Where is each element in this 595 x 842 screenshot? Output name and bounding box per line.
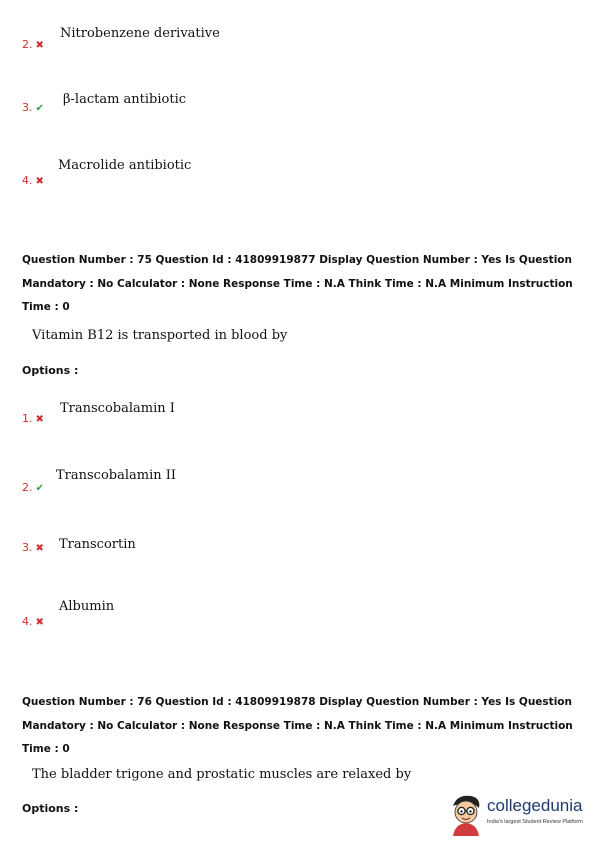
option-text: Nitrobenzene derivative	[60, 26, 220, 41]
student-mascot-icon	[447, 792, 485, 838]
option-number: 4.	[22, 174, 33, 187]
question-75-options-label: Options :	[22, 364, 79, 377]
option-number: 3.	[22, 541, 33, 554]
brand-name: collegedunia	[487, 796, 583, 815]
option-text: β-lactam antibiotic	[63, 92, 187, 107]
question-75-text: Vitamin B12 is transported in blood by	[32, 328, 288, 343]
question-76-options-label: Options :	[22, 802, 79, 815]
option-text: Transcobalamin II	[56, 468, 177, 483]
option-number: 2.	[22, 481, 33, 494]
option-text: Transcobalamin I	[60, 401, 175, 416]
question-75-header: Question Number : 75 Question Id : 41809919877 Display Question Number : Yes Is Question Mandatory : No Calculator : None Response Time : N.A Think Time : N.A Minimum Instruction Time : 0	[22, 254, 573, 313]
option-text: Albumin	[59, 599, 115, 614]
collegedunia-logo	[447, 792, 593, 838]
check-icon: ✔	[35, 483, 44, 494]
cross-icon: ✖	[35, 414, 44, 425]
option-text: Macrolide antibiotic	[58, 158, 192, 173]
question-76-header: Question Number : 76 Question Id : 41809919878 Display Question Number : Yes Is Question Mandatory : No Calculator : None Response Time : N.A Think Time : N.A Minimum Instruction Time : 0	[22, 696, 573, 755]
option-number: 3.	[22, 101, 33, 114]
cross-icon: ✖	[35, 40, 44, 51]
check-icon: ✔	[35, 103, 44, 114]
option-number: 2.	[22, 38, 33, 51]
option-number: 1.	[22, 412, 33, 425]
cross-icon: ✖	[35, 543, 44, 554]
brand-tagline: India's largest Student Review Platform	[487, 819, 583, 825]
cross-icon: ✖	[35, 176, 44, 187]
cross-icon: ✖	[35, 617, 44, 628]
option-number: 4.	[22, 615, 33, 628]
option-text: Transcortin	[59, 537, 136, 552]
question-76-text: The bladder trigone and prostatic muscles are relaxed by	[32, 767, 412, 782]
